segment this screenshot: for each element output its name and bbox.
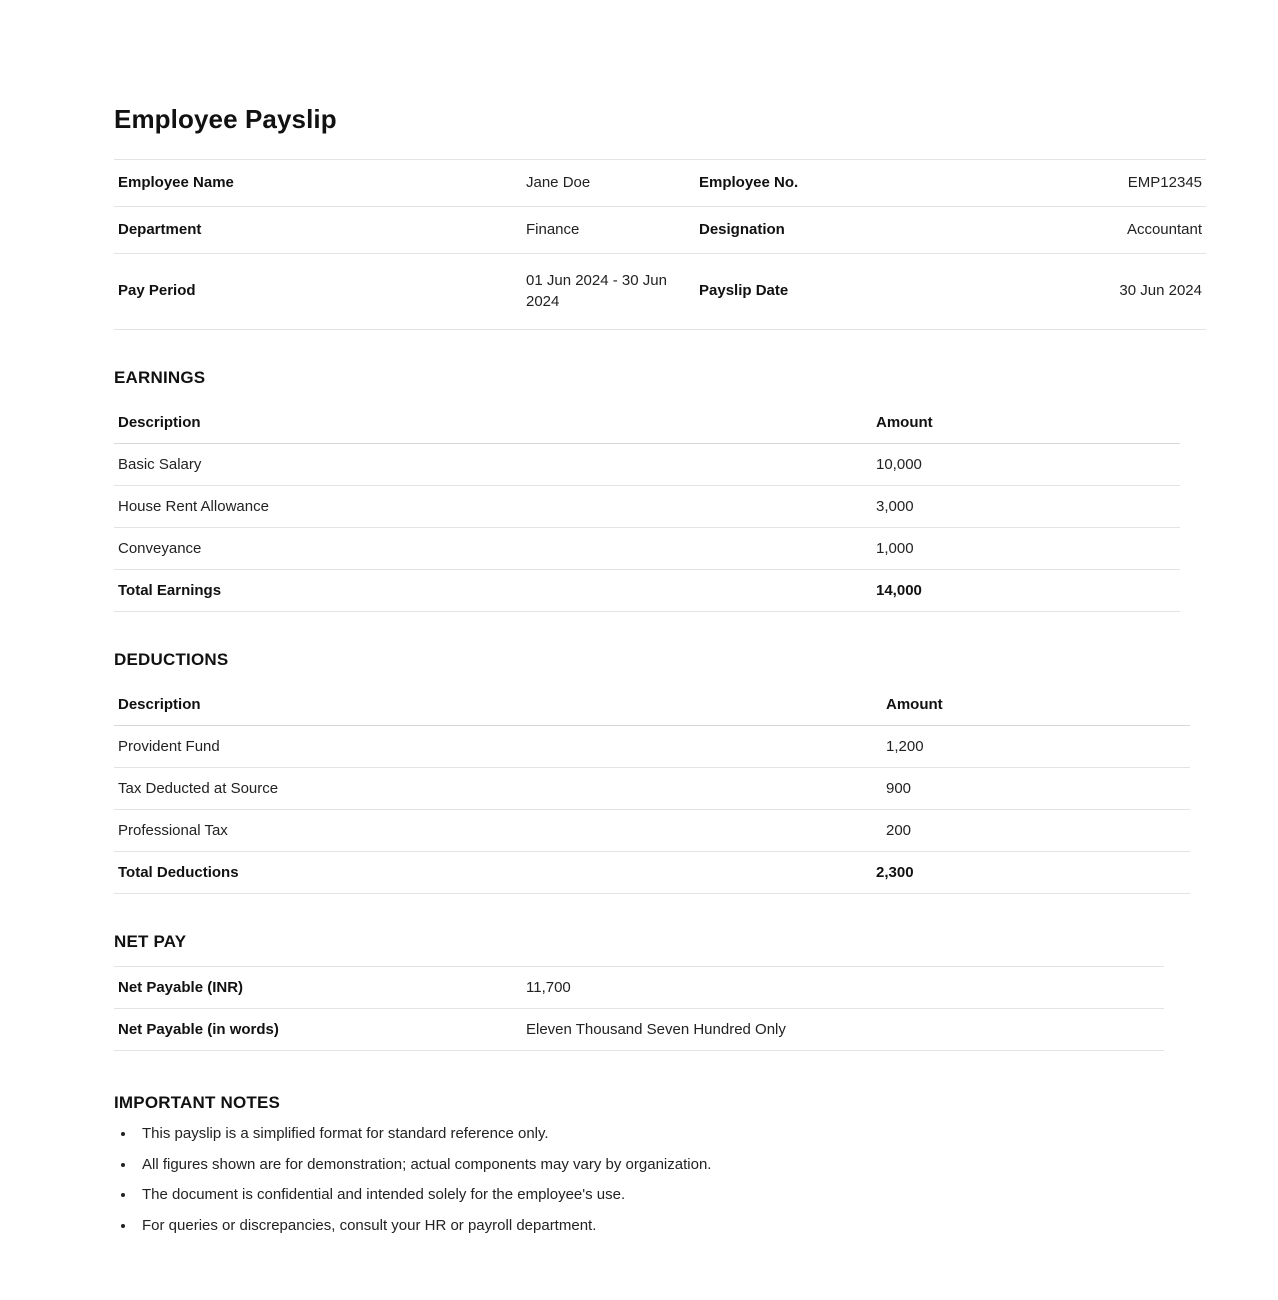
- info-value-pay-period: 01 Jun 2024 - 30 Jun 2024: [522, 253, 695, 330]
- earnings-description: Conveyance: [114, 528, 872, 570]
- list-item: • This payslip is a simplified format for standard reference only.: [136, 1123, 1164, 1146]
- info-label-employee-name: Employee Name: [114, 160, 522, 207]
- earnings-column-description: Description: [114, 402, 872, 444]
- notes-list: [114, 1123, 1164, 1237]
- list-item: • All figures shown are for demonstration; actual components may vary by organization.: [136, 1154, 1164, 1177]
- list-item: • The document is confidential and intended solely for the employee's use.: [136, 1184, 1164, 1207]
- total-earnings-amount: 14,000: [872, 570, 1180, 612]
- deductions-heading: DEDUCTIONS: [114, 650, 229, 669]
- deductions-description: Professional Tax: [114, 810, 872, 852]
- info-value-employee-name: Jane Doe: [522, 160, 695, 207]
- net-payable-label: Net Payable (INR): [114, 967, 522, 1009]
- earnings-amount: 3,000: [872, 486, 1180, 528]
- info-value-payslip-date: 30 Jun 2024: [1103, 253, 1206, 330]
- table-row-total: [114, 852, 1190, 894]
- earnings-description: Basic Salary: [114, 444, 872, 486]
- table-row: [114, 810, 1190, 852]
- table-row: [114, 486, 1180, 528]
- table-row: [114, 528, 1180, 570]
- table-header-row: [114, 684, 1190, 726]
- table-row: [114, 967, 1164, 1009]
- earnings-heading: EARNINGS: [114, 368, 206, 387]
- table-header-row: [114, 402, 1180, 444]
- net-payable-words-label: Net Payable (in words): [114, 1009, 522, 1051]
- notes-heading: IMPORTANT NOTES: [114, 1093, 281, 1112]
- info-label-payslip-date: Payslip Date: [695, 253, 1103, 330]
- deductions-description: Tax Deducted at Source: [114, 768, 872, 810]
- net-payable-value: 11,700: [522, 967, 1164, 1009]
- info-label-department: Department: [114, 206, 522, 253]
- employee-info-table: [114, 159, 1206, 330]
- deductions-amount: 200: [872, 810, 1190, 852]
- earnings-table: [114, 402, 1180, 612]
- earnings-column-amount: Amount: [872, 402, 1180, 444]
- net-payable-words-value: Eleven Thousand Seven Hundred Only: [522, 1009, 1164, 1051]
- total-deductions-amount: 2,300: [872, 852, 1190, 894]
- deductions-column-amount: Amount: [872, 684, 1190, 726]
- info-value-employee-no: EMP12345: [1103, 160, 1206, 207]
- table-row: [114, 206, 1206, 253]
- earnings-amount: 10,000: [872, 444, 1180, 486]
- net-pay-table: [114, 966, 1164, 1051]
- info-label-designation: Designation: [695, 206, 1103, 253]
- table-row: [114, 253, 1206, 330]
- page-title: Employee Payslip: [114, 104, 337, 134]
- list-item: • For queries or discrepancies, consult your HR or payroll department.: [136, 1215, 1164, 1238]
- earnings-description: House Rent Allowance: [114, 486, 872, 528]
- deductions-amount: 900: [872, 768, 1190, 810]
- info-label-pay-period: Pay Period: [114, 253, 522, 330]
- table-row-total: [114, 570, 1180, 612]
- deductions-amount: 1,200: [872, 726, 1190, 768]
- deductions-column-description: Description: [114, 684, 872, 726]
- earnings-amount: 1,000: [872, 528, 1180, 570]
- info-value-designation: Accountant: [1103, 206, 1206, 253]
- net-pay-heading: NET PAY: [114, 932, 187, 951]
- table-row: [114, 444, 1180, 486]
- table-row: [114, 1009, 1164, 1051]
- table-row: [114, 768, 1190, 810]
- deductions-description: Provident Fund: [114, 726, 872, 768]
- total-deductions-label: Total Deductions: [114, 852, 872, 894]
- info-label-employee-no: Employee No.: [695, 160, 1103, 207]
- table-row: [114, 160, 1206, 207]
- total-earnings-label: Total Earnings: [114, 570, 872, 612]
- table-row: [114, 726, 1190, 768]
- deductions-table: [114, 684, 1190, 894]
- info-value-department: Finance: [522, 206, 695, 253]
